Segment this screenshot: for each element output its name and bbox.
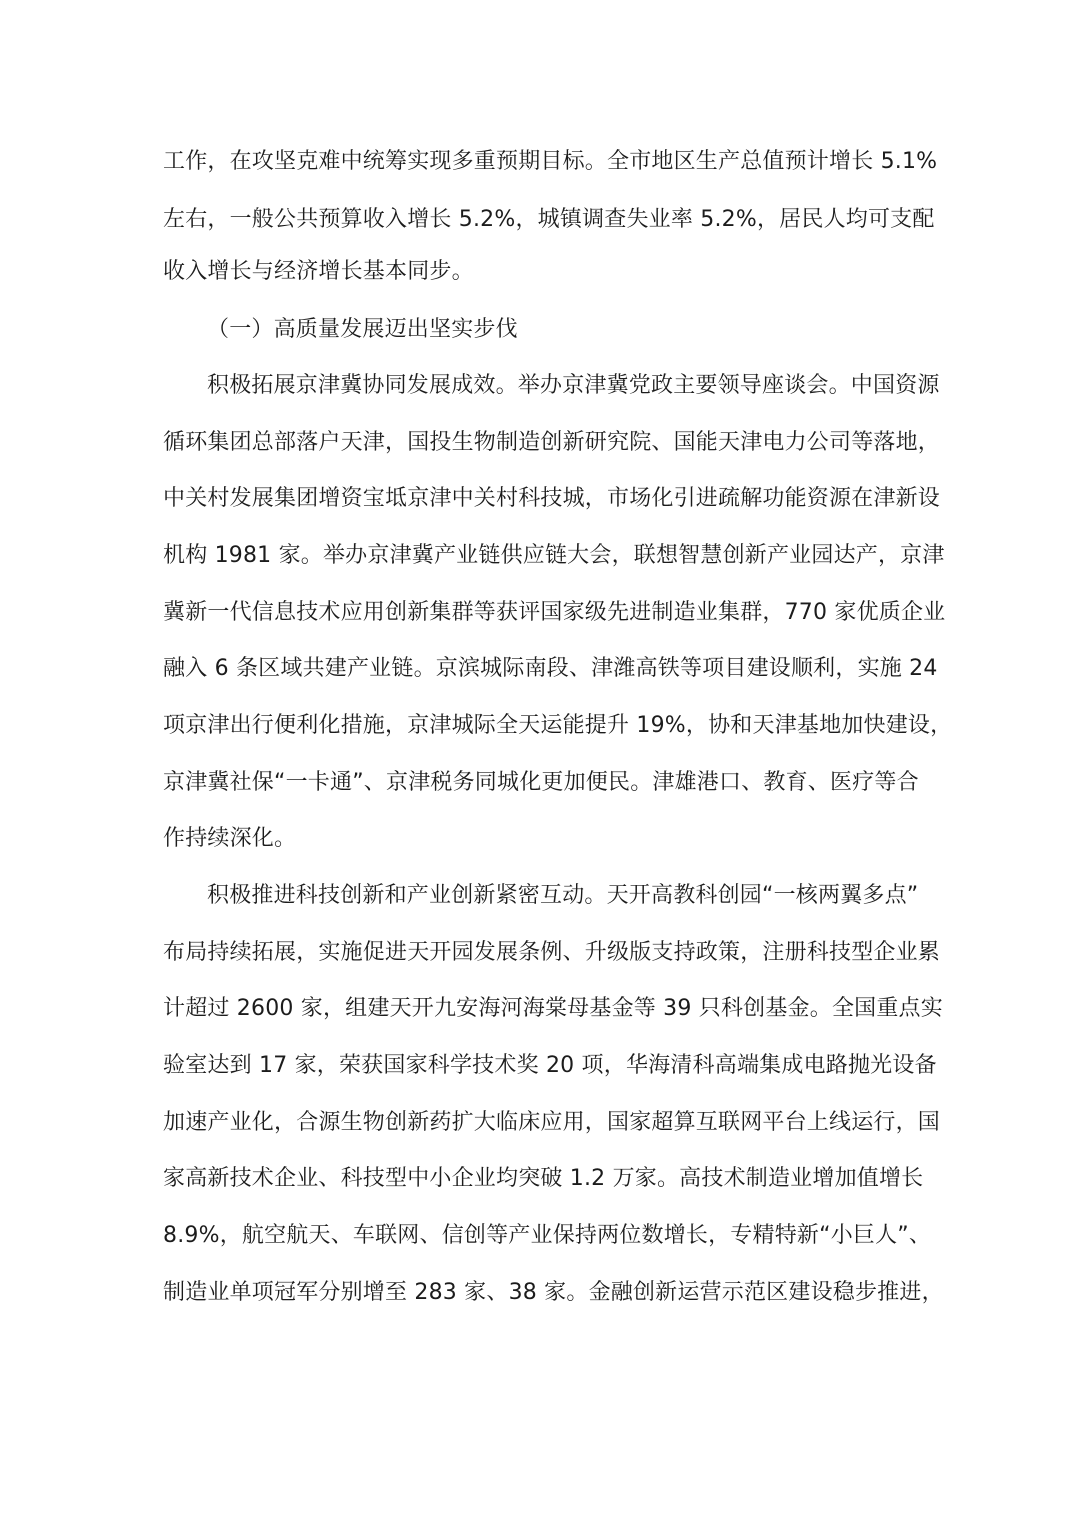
paragraph1-line-4: 机构 1981 家。举办京津冀产业链供应链大会，联想智慧创新产业园达产，京津	[163, 543, 945, 568]
paragraph1-line-7: 项京津出行便利化措施，京津城际全天运能提升 19%，协和天津基地加快建设，	[163, 713, 953, 738]
paragraph1-line-6: 融入 6 条区域共建产业链。京滨城际南段、津潍高铁等项目建设顺利，实施 24	[163, 656, 938, 681]
paragraph2-line-7: 8.9%，航空航天、车联网、信创等产业保持两位数增长，专精特新“小巨人”、	[163, 1223, 932, 1248]
paragraph2-line-6: 家高新技术企业、科技型中小企业均突破 1.2 万家。高技术制造业增加值增长	[163, 1166, 924, 1191]
paragraph2-line-8: 制造业单项冠军分别增至 283 家、38 家。金融创新运营示范区建设稳步推进，	[163, 1280, 944, 1305]
paragraph1-line-8: 京津冀社保“一卡通”、京津税务同城化更加便民。津雄港口、教育、医疗等合	[163, 770, 919, 795]
paragraph2-line-2: 布局持续拓展，实施促进天开园发展条例、升级版支持政策，注册科技型企业累	[163, 940, 941, 965]
intro-line-1: 工作，在攻坚克难中统筹实现多重预期目标。全市地区生产总值预计增长 5.1%	[163, 149, 938, 174]
paragraph1-line-5: 冀新一代信息技术应用创新集群等获评国家级先进制造业集群，770 家优质企业	[163, 600, 946, 625]
section-heading: （一）高质量发展迈出坚实步伐	[207, 317, 518, 342]
paragraph1-line-1: 积极拓展京津冀协同发展成效。举办京津冀党政主要领导座谈会。中国资源	[207, 373, 940, 398]
paragraph2-line-1: 积极推进科技创新和产业创新紧密互动。天开高教科创园“一核两翼多点”	[207, 883, 919, 908]
paragraph2-line-4: 验室达到 17 家，荣获国家科学技术奖 20 项，华海清科高端集成电路抛光设备	[163, 1053, 937, 1078]
intro-line-3: 收入增长与经济增长基本同步。	[163, 259, 474, 284]
paragraph1-line-3: 中关村发展集团增资宝坻京津中关村科技城，市场化引进疏解功能资源在津新设	[163, 486, 941, 511]
paragraph2-line-5: 加速产业化，合源生物创新药扩大临床应用，国家超算互联网平台上线运行，国	[163, 1110, 941, 1135]
paragraph2-line-3: 计超过 2600 家，组建天开九安海河海棠母基金等 39 只科创基金。全国重点实	[163, 996, 943, 1021]
paragraph1-line-9: 作持续深化。	[163, 826, 297, 851]
intro-line-2: 左右，一般公共预算收入增长 5.2%，城镇调查失业率 5.2%，居民人均可支配	[163, 207, 935, 232]
paragraph1-line-2: 循环集团总部落户天津，国投生物制造创新研究院、国能天津电力公司等落地，	[163, 430, 941, 455]
